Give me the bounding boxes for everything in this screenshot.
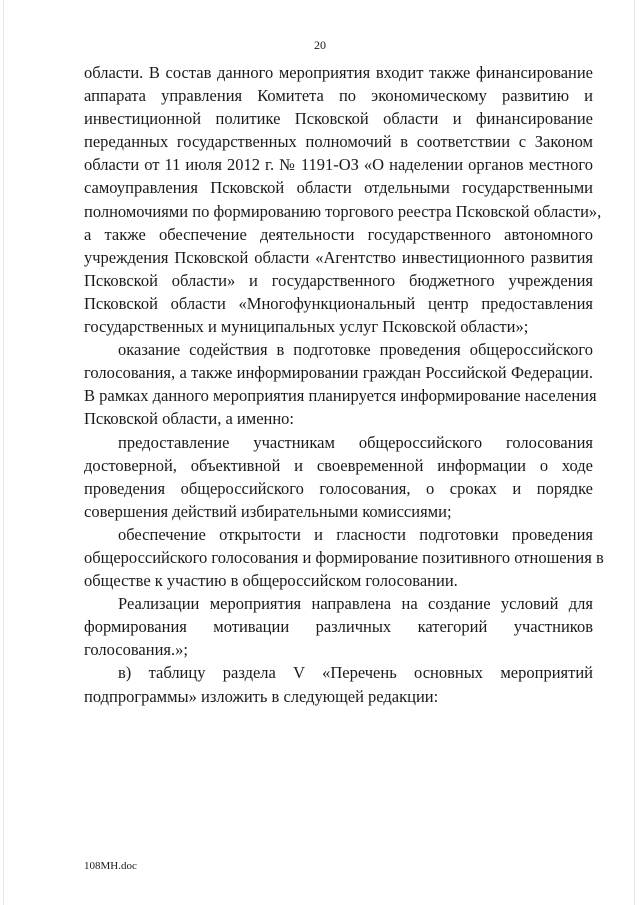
text-line: подпрограммы» изложить в следующей редакции: xyxy=(84,686,439,706)
text-line: в) таблицу раздела V «Перечень основных мероприятий xyxy=(118,663,593,683)
text-line: Псковской области» и государственного бюджетного учреждения xyxy=(84,270,593,290)
text-line: обеспечение открытости и гласности подготовки проведения xyxy=(118,524,593,544)
text-line: предоставление участникам общероссийского голосования xyxy=(118,432,593,452)
document-body xyxy=(84,61,604,708)
text-line: достоверной, объективной и своевременной информации о ходе xyxy=(84,455,593,475)
text-line: самоуправления Псковской области отдельными государственными xyxy=(84,178,593,198)
text-line: Псковской области «Многофункциональный центр предоставления xyxy=(84,293,593,313)
text-line: голосования, а также информировании граждан Российской Федерации. xyxy=(84,363,593,383)
text-line: полномочиями по формированию торгового реестра Псковской области», xyxy=(84,201,602,221)
text-line: совершения действий избирательными комиссиями; xyxy=(84,501,452,521)
scan-edge-left xyxy=(3,0,4,905)
text-line: Реализации мероприятия направлена на создание условий для xyxy=(118,594,593,614)
text-line: области. В состав данного мероприятия входит также финансирование xyxy=(84,63,593,82)
text-line: области от 11 июля 2012 г. № 1191-ОЗ «О наделении органов местного xyxy=(84,155,593,175)
text-line: учреждения Псковской области «Агентство инвестиционного развития xyxy=(84,247,593,267)
text-line: инвестиционной политике Псковской области и финансирование xyxy=(84,109,593,129)
text-line: формирования мотивации различных категорий участников xyxy=(84,617,593,637)
footer-filename: 108МН.doc xyxy=(84,860,137,872)
text-line: голосования.»; xyxy=(84,640,188,660)
text-line: В рамках данного мероприятия планируется информирование населения xyxy=(84,386,597,406)
scan-edge-right xyxy=(634,0,635,905)
text-line: Псковской области, а именно: xyxy=(84,409,295,429)
text-line: общероссийского голосования и формирование позитивного отношения в xyxy=(84,547,604,567)
text-line: переданных государственных полномочий в соответствии с Законом xyxy=(84,132,593,152)
page-number: 20 xyxy=(314,38,326,52)
text-line: проведения общероссийского голосования, о сроках и порядке xyxy=(84,478,593,498)
text-line: оказание содействия в подготовке проведения общероссийского xyxy=(118,340,593,360)
text-line: а также обеспечение деятельности государственного автономного xyxy=(84,224,593,244)
text-line: обществе к участию в общероссийском голосовании. xyxy=(84,571,458,591)
text-line: аппарата управления Комитета по экономическому развитию и xyxy=(84,86,593,106)
text-line: государственных и муниципальных услуг Псковской области»; xyxy=(84,317,529,337)
